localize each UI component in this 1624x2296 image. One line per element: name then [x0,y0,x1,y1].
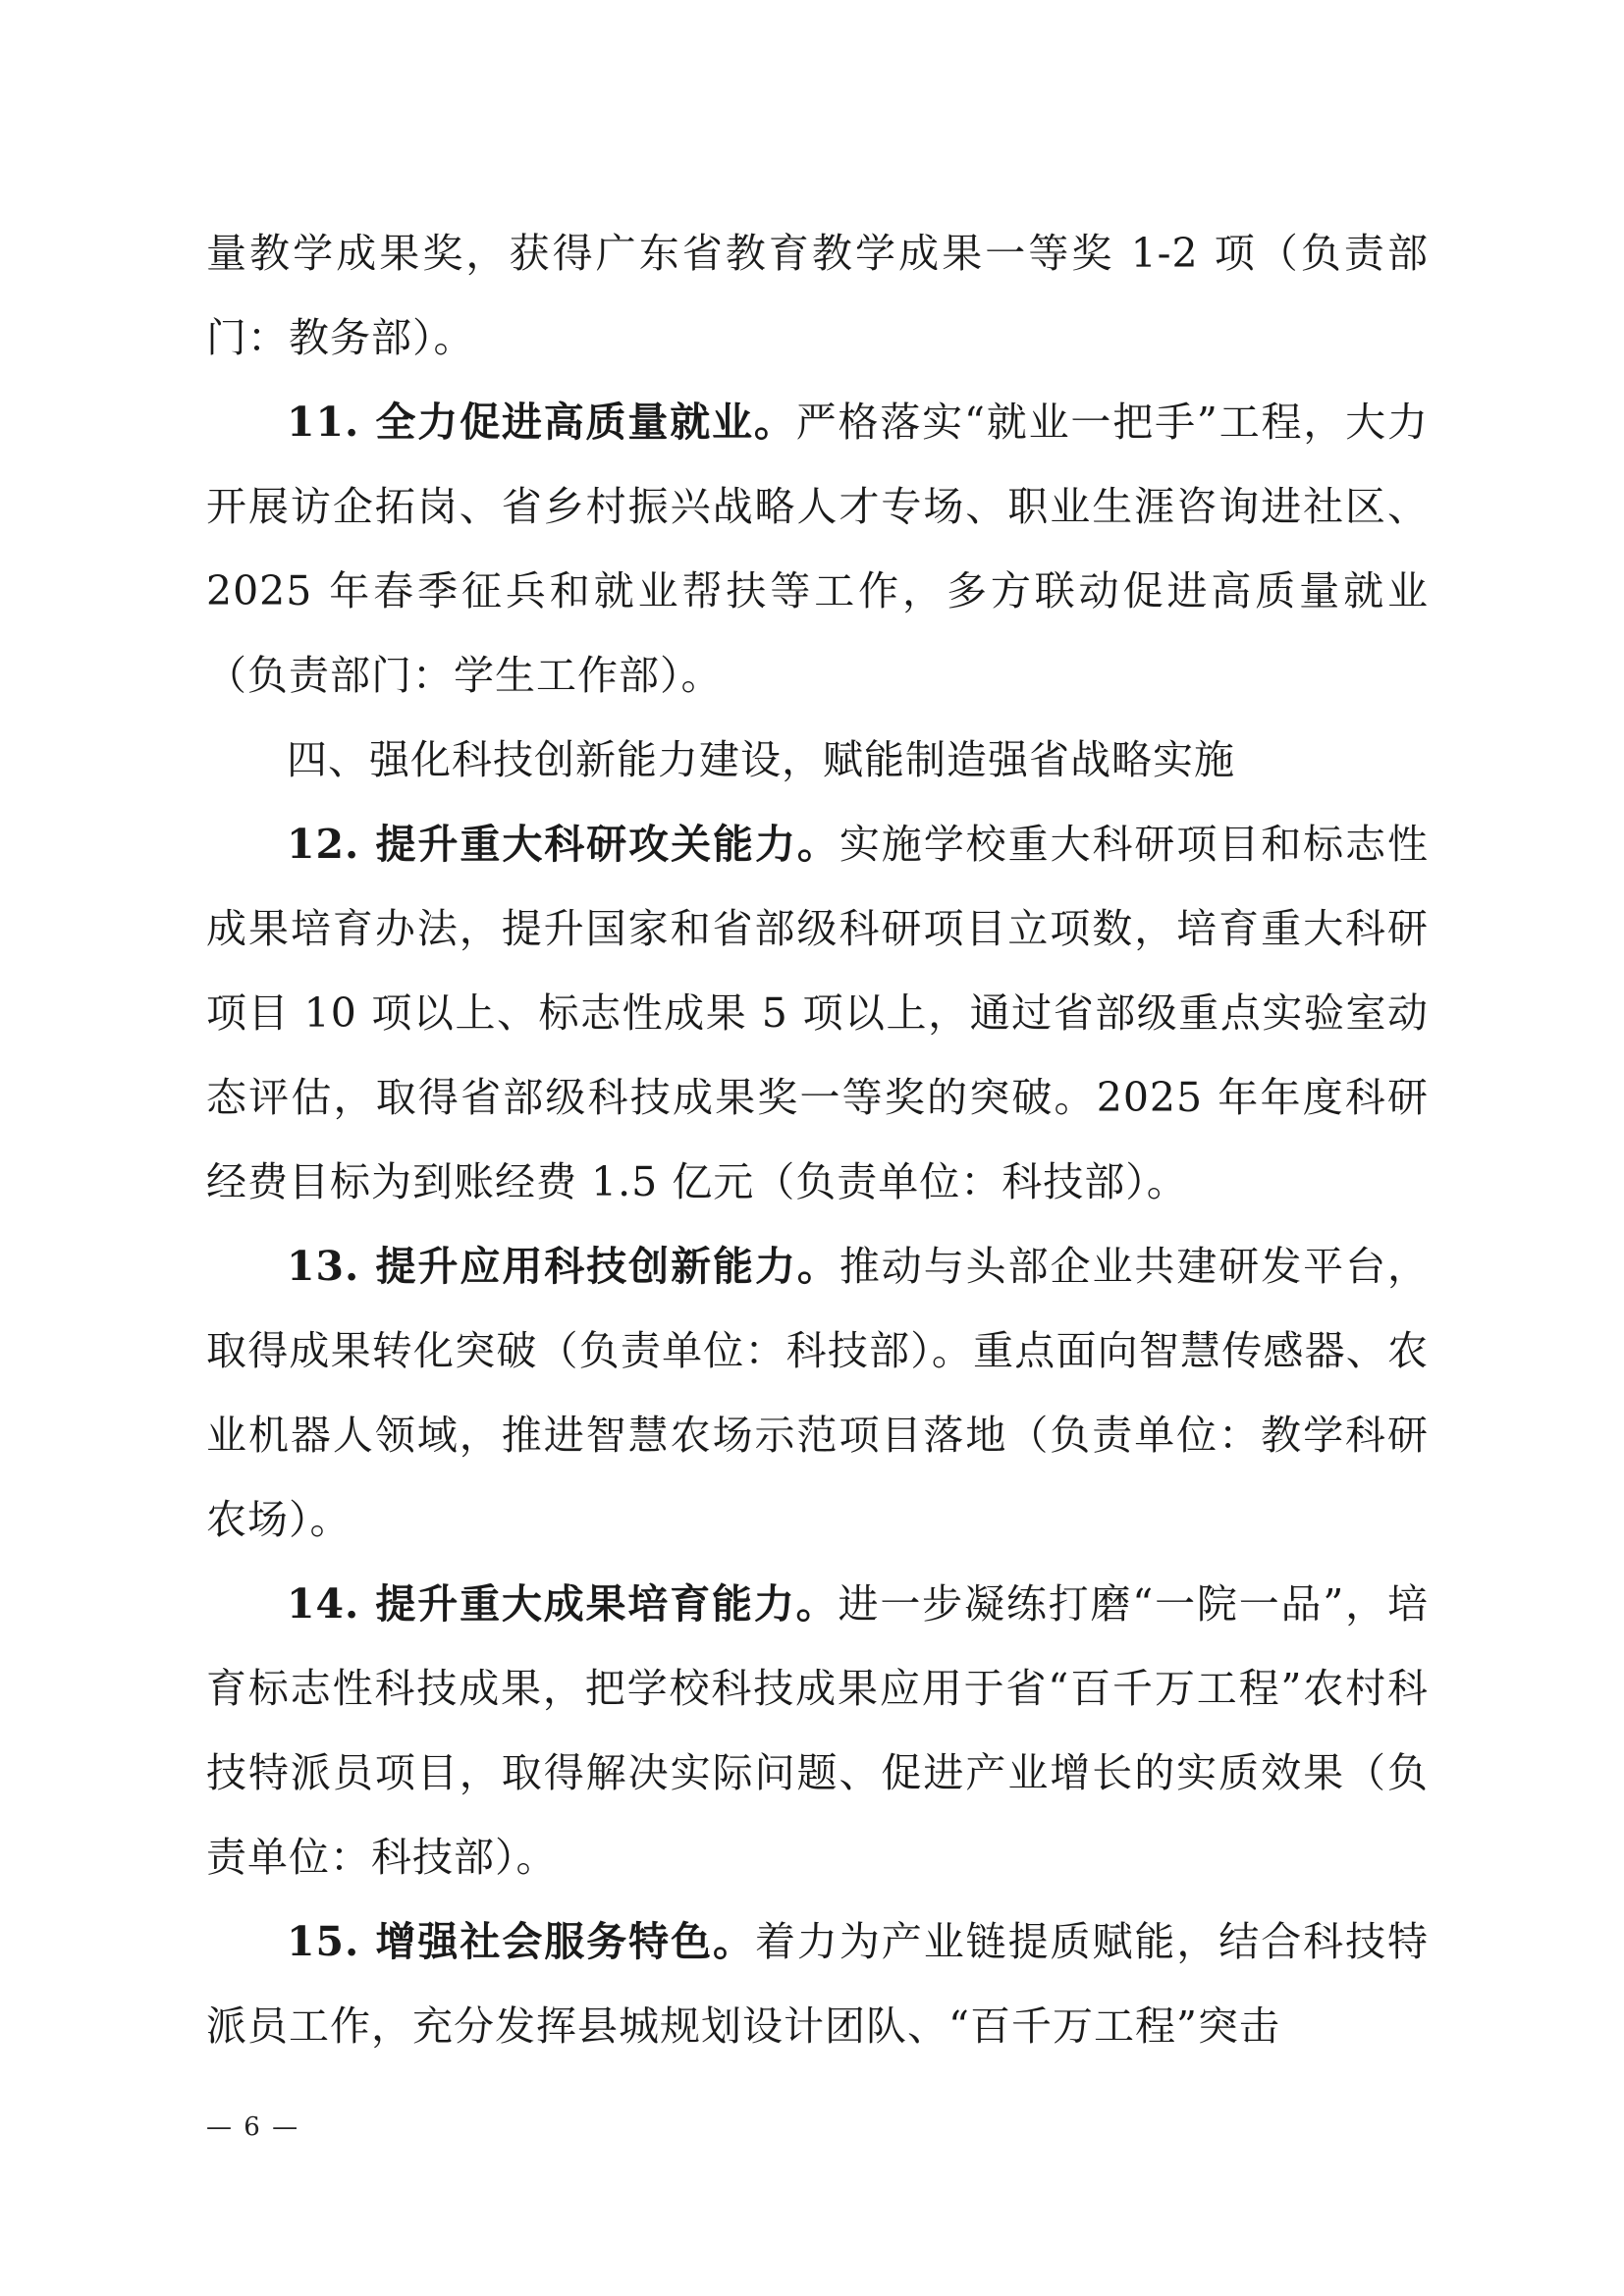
section-heading-text: 四、强化科技创新能力建设，赋能制造强省战略实施 [287,736,1235,783]
paragraph-text: 进一步凝练打磨“一院一品”，培育标志性科技成果，把学校科技成果应用于省“百千万工程”农村科技特派员项目，取得解决实际问题、促进产业增长的实质效果（负责单位：科技部）。 [206,1580,1429,1881]
paragraph-item-13 [206,1224,1429,1562]
page-number: — 6 — [206,2112,300,2142]
paragraph-text: 着力为产业链提质赋能，结合科技特派员工作，充分发挥县城规划设计团队、“百千万工程”突击 [206,1918,1430,2050]
paragraph-continued [206,211,1429,380]
item-heading: 12. 提升重大科研攻关能力。 [287,821,839,868]
item-heading: 15. 增强社会服务特色。 [287,1918,755,1965]
section-heading-4 [206,718,1429,802]
paragraph-text: 严格落实“就业一把手”工程，大力开展访企拓岗、省乡村振兴战略人才专场、职业生涯咨询进社区、2025 年春季征兵和就业帮扶等工作，多方联动促进高质量就业（负责部门：学生工作部）。 [206,399,1429,699]
paragraph-text: 推动与头部企业共建研发平台，取得成果转化突破（负责单位：科技部）。重点面向智慧传感器、农业机器人领域，推进智慧农场示范项目落地（负责单位：教学科研农场）。 [206,1243,1430,1543]
paragraph-item-15 [206,1899,1429,2068]
paragraph-text: 量教学成果奖，获得广东省教育教学成果一等奖 1-2 项（负责部门：教务部）。 [206,230,1429,361]
document-body [206,211,1429,2068]
item-heading: 11. 全力促进高质量就业。 [287,399,796,446]
paragraph-item-12 [206,802,1429,1224]
item-heading: 13. 提升应用科技创新能力。 [287,1243,839,1290]
paragraph-item-11 [206,380,1429,718]
item-heading: 14. 提升重大成果培育能力。 [287,1580,839,1628]
paragraph-item-14 [206,1562,1429,1899]
paragraph-text: 实施学校重大科研项目和标志性成果培育办法，提升国家和省部级科研项目立项数，培育重大科研项目 10 项以上、标志性成果 5 项以上，通过省部级重点实验室动态评估，取得省部级科技成果奖一等奖的突破。2025 年年度科研经费目标为到账经费 1.5 亿元（负责单位：科技部）。 [206,821,1430,1205]
